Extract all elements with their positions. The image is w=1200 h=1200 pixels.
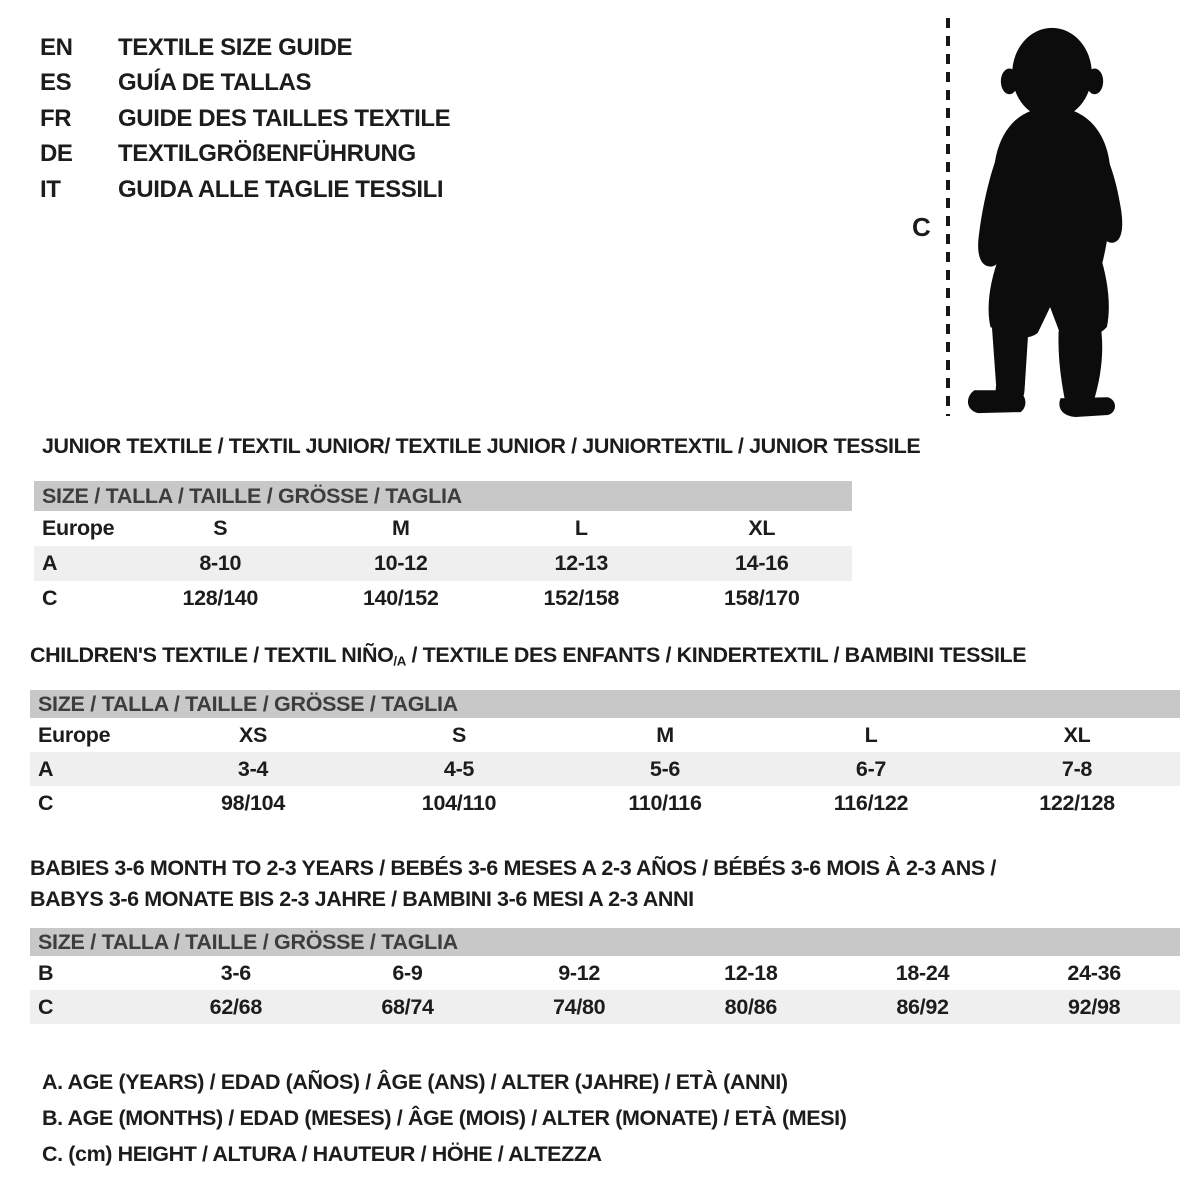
cell: 152/158 — [543, 586, 620, 610]
cell: 3-4 — [237, 756, 269, 781]
cell: 62/68 — [209, 994, 262, 1019]
lang-row-de — [40, 137, 450, 173]
lang-code: FR — [40, 104, 72, 132]
cell: 4-5 — [443, 756, 475, 781]
table-row-c — [30, 786, 1180, 820]
cell: 3-6 — [220, 960, 251, 985]
guide-title-es: GUÍA DE TALLAS — [118, 69, 312, 97]
babies-title-line1: BABIES 3-6 MONTH TO 2-3 YEARS / BEBÉS 3-6 MESES A 2-3 AÑOS / BÉBÉS 3-6 MOIS À 2-3 ANS / — [30, 856, 996, 880]
row-label: C — [38, 790, 54, 815]
cell: S — [213, 516, 228, 540]
babies-size-table — [30, 928, 1180, 1024]
cell: 6-9 — [392, 960, 423, 985]
language-title-list — [40, 30, 450, 208]
cell: 24-36 — [1067, 960, 1121, 985]
measurement-legend — [42, 1064, 847, 1172]
cell: 104/110 — [421, 790, 497, 815]
legend-line-c: C. (cm) HEIGHT / ALTURA / HAUTEUR / HÖHE / ALTEZZA — [42, 1141, 602, 1166]
size-header-label: SIZE / TALLA / TAILLE / GRÖSSE / TAGLIA — [38, 691, 458, 716]
row-label: Europe — [42, 516, 115, 540]
children-size-table — [30, 690, 1180, 820]
size-header-bar — [34, 481, 852, 511]
guide-title-it: GUIDA ALLE TAGLIE TESSILI — [118, 175, 444, 203]
cell: 128/140 — [182, 586, 259, 610]
cell: 98/104 — [221, 790, 285, 815]
cell: 80/86 — [724, 994, 777, 1019]
cell: 116/122 — [833, 790, 909, 815]
children-section-title — [30, 643, 1026, 669]
height-measure-dashed-line — [946, 18, 950, 416]
guide-title-en: TEXTILE SIZE GUIDE — [118, 33, 353, 61]
size-header-label: SIZE / TALLA / TAILLE / GRÖSSE / TAGLIA — [42, 483, 462, 508]
legend-line-a: A. AGE (YEARS) / EDAD (AÑOS) / ÂGE (ANS) / ALTER (JAHRE) / ETÀ (ANNI) — [42, 1069, 788, 1094]
cell: 86/92 — [896, 994, 949, 1019]
babies-section-title — [30, 853, 996, 915]
lang-code: IT — [40, 175, 61, 203]
cell: XL — [748, 516, 776, 540]
lang-row-it — [40, 172, 450, 208]
table-row-c — [30, 990, 1180, 1024]
cell: 68/74 — [381, 994, 434, 1019]
cell: 110/116 — [628, 790, 702, 815]
cell: 6-7 — [855, 756, 887, 781]
lang-code: EN — [40, 33, 73, 61]
cell: L — [574, 516, 588, 540]
guide-title-fr: GUIDE DES TAILLES TEXTILE — [118, 104, 451, 132]
legend-line-b: B. AGE (MONTHS) / EDAD (MESES) / ÂGE (MOIS) / ALTER (MONATE) / ETÀ (MESI) — [42, 1105, 847, 1130]
cell: 12-13 — [554, 551, 608, 575]
junior-section-title: JUNIOR TEXTILE / TEXTIL JUNIOR/ TEXTILE JUNIOR / JUNIORTEXTIL / JUNIOR TESSILE — [42, 434, 921, 458]
size-header-label: SIZE / TALLA / TAILLE / GRÖSSE / TAGLIA — [38, 929, 458, 954]
cell: 7-8 — [1061, 756, 1093, 781]
lang-row-fr — [40, 101, 450, 137]
lang-row-en — [40, 30, 450, 66]
cell: XL — [1063, 722, 1091, 747]
row-label: C — [38, 994, 54, 1019]
cell: 12-18 — [724, 960, 778, 985]
lang-code: DE — [40, 140, 73, 168]
cell: 14-16 — [735, 551, 789, 575]
row-label: B — [38, 960, 54, 985]
cell: 158/170 — [723, 586, 800, 610]
table-row-a — [30, 752, 1180, 786]
cell: L — [864, 722, 878, 747]
children-title-prefix: CHILDREN'S TEXTILE / TEXTIL NIÑO — [30, 643, 394, 667]
table-row-europe — [34, 511, 852, 546]
size-header-bar — [30, 690, 1180, 718]
cell: XS — [238, 722, 268, 747]
guide-title-de: TEXTILGRÖßENFÜHRUNG — [118, 140, 416, 168]
row-label: A — [38, 756, 54, 781]
row-label: C — [42, 586, 58, 610]
table-row-b — [30, 956, 1180, 990]
cell: M — [656, 722, 674, 747]
height-measure-label: C — [912, 212, 931, 242]
cell: 8-10 — [199, 551, 242, 575]
row-label: Europe — [38, 722, 111, 747]
cell: 74/80 — [553, 994, 606, 1019]
size-header-bar — [30, 928, 1180, 956]
cell: 140/152 — [362, 586, 439, 610]
junior-size-table — [34, 481, 852, 616]
cell: 9-12 — [558, 960, 601, 985]
table-row-a — [34, 546, 852, 581]
cell: 18-24 — [895, 960, 950, 985]
cell: M — [391, 516, 410, 540]
table-row-c — [34, 581, 852, 616]
cell: 122/128 — [1039, 790, 1115, 815]
cell: 5-6 — [649, 756, 681, 781]
table-row-europe — [30, 718, 1180, 752]
children-title-suffix: / TEXTILE DES ENFANTS / KINDERTEXTIL / BAMBINI TESSILE — [405, 643, 1027, 667]
cell: 10-12 — [374, 551, 428, 575]
lang-row-es — [40, 66, 450, 102]
children-title-sub: /A — [393, 653, 406, 669]
toddler-silhouette-icon — [962, 14, 1142, 420]
lang-code: ES — [40, 69, 72, 97]
babies-title-line2: BABYS 3-6 MONATE BIS 2-3 JAHRE / BAMBINI 3-6 MESI A 2-3 ANNI — [30, 887, 694, 911]
cell: S — [451, 722, 467, 747]
cell: 92/98 — [1068, 994, 1121, 1019]
row-label: A — [42, 551, 58, 575]
